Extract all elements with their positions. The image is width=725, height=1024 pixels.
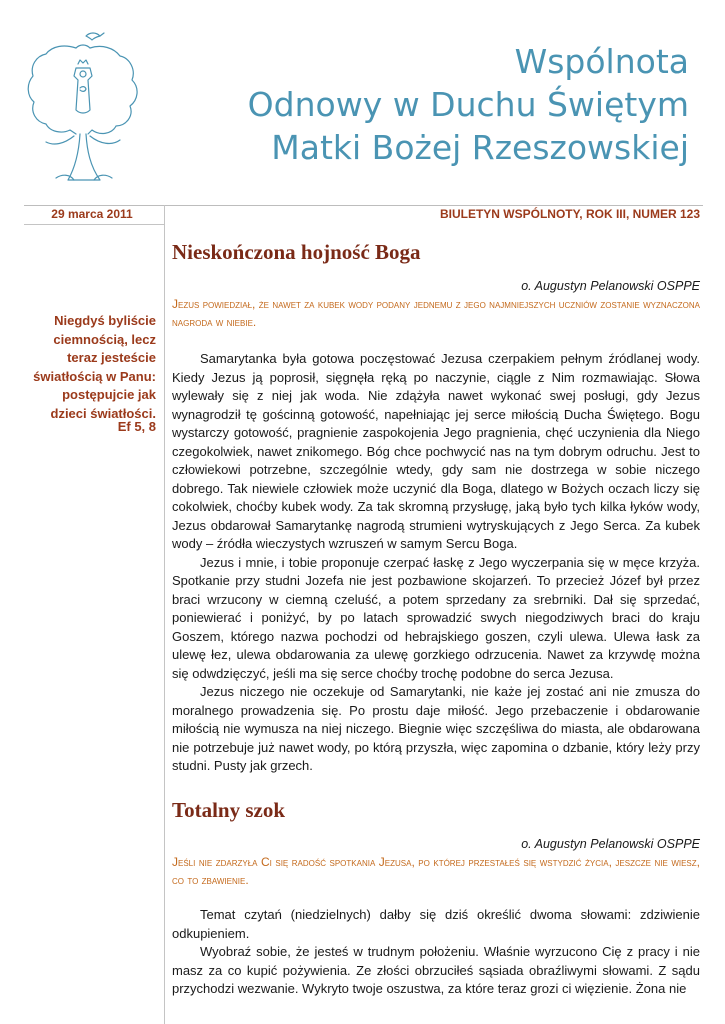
article-lead: Jeśli nie zdarzyła Ci się radość spotkania Jezusa, po której przestałeś się wstydzić życia, jeszcze nie wiesz, co to zbawienie. bbox=[172, 855, 700, 887]
article-author: o. Augustyn Pelanowski OSPPE bbox=[521, 279, 700, 293]
sidebar-divider bbox=[24, 224, 165, 225]
article-paragraph: Jezus i mnie, i tobie proponuje czerpać łaskę z Jego wyczerpania się w męce krzyża. Spotkanie przy studni Jozefa nie jest pozbawione skojarzeń. To przecież Józef był przez braci wrzucony w ciemną czeluść, a potem sprzedany za srebrniki. Dał się sprzedać, poniewierać i poniżyć, by po latach sprowadzić swych niegodziwych braci do kraju Goszem, którego nazwa pochodzi od hebrajskiego goszen, czyli ulewa. Ulewa łask za ulewę łez, ulewa obdarowania za ulewę gorzkiego odrzucenia. Nawet za krzywdę można się odwdzięczyć, jeśli ma się serce choćby trochę podobne do serca Jezusa. bbox=[172, 554, 700, 681]
sidebar-quote-reference: Ef 5, 8 bbox=[117, 419, 156, 434]
article-lead: Jezus powiedział, że nawet za kubek wody podany jednemu z jego najmniejszych uczniów zostanie wyznaczona nagroda w niebie. bbox=[172, 297, 700, 329]
article-1 bbox=[172, 240, 700, 776]
article-2 bbox=[172, 798, 700, 999]
article-title: Totalny szok bbox=[172, 798, 286, 822]
column-divider bbox=[164, 205, 165, 1024]
issue-date: 29 marca 2011 bbox=[51, 207, 133, 221]
article-title: Nieskończona hojność Boga bbox=[172, 240, 421, 264]
article-paragraph: Jezus niczego nie oczekuje od Samarytanki, nie każe jej zostać ani nie zmusza do moralnego prowadzenia się. Po prostu daje miłość. Jego przebaczenie i obdarowanie miłością nie wymusza na niej niczego. Biegnie więc szczęśliwa do miasta, ale obdarowana nie potrzebuje już nawet wody, po którą przyszła, więc zapomina o dzbanie, który leży przy studni. Pusty jak grzech. bbox=[172, 684, 700, 773]
title-line-1: Wspólnota bbox=[514, 42, 689, 81]
article-body bbox=[172, 906, 700, 999]
header-divider bbox=[24, 205, 703, 206]
issue-info: BIULETYN WSPÓLNOTY, ROK III, NUMER 123 bbox=[439, 207, 700, 221]
sidebar-quote: Niegdyś byliście ciemnością, lecz teraz jesteście światłością w Panu: postępujcie jak dzieci światłości. bbox=[33, 313, 156, 421]
title-line-2: Odnowy w Duchu Świętym bbox=[247, 85, 689, 124]
community-logo-icon bbox=[24, 24, 142, 186]
article-paragraph: Wyobraź sobie, że jesteś w trudnym położeniu. Właśnie wyrzucono Cię z pracy i nie masz za co kupić pożywienia. Ze złości obrzuciłeś sąsiada obraźliwymi słowami. Z sądu przychodzi wezwanie. Wykryto twoje oszustwa, za które teraz grozi ci więzienie. Żona nie bbox=[172, 944, 700, 996]
article-author: o. Augustyn Pelanowski OSPPE bbox=[521, 837, 700, 851]
community-title bbox=[248, 40, 689, 169]
article-body bbox=[172, 350, 700, 776]
article-paragraph: Samarytanka była gotowa poczęstować Jezusa czerpakiem pełnym źródlanej wody. Kiedy Jezus ją poprosił, sięgnęła ręką po naczynie, ciągle z Nim rozmawiając. Słowa wylewały się z niej jak woda. Nie zdążyła nawet wykonać swej posługi, gdy Jezus wynagrodził tę gościnną gotowość, napełniając jej serce miłością Ducha Świętego. Bogu wystarczy gotowość, pragnienie zaspokojenia Jego pragnienia, chęć uczynienia dla Niego czegokolwiek, nawet znikomego. Bóg chce pochwycić nas na tym dobrym odruchu. Jest to człowiekowi potrzebne, szczególnie wtedy, gdy sam nie dostrzega w sobie niczego dobrego. Tak niewiele człowiek może uczynić dla Boga, dlatego w Bożych oczach liczy się cokolwiek, choćby kubek wody. Za tak skromną przysługę, jaką było tych kilka łyków wody, Jezus obdarował Samarytankę nagrodą strumieni wytryskujących z Jego Serca. Za kubek wody – źródła wieczystych wzruszeń w samym Sercu Boga. bbox=[172, 351, 700, 551]
title-line-3: Matki Bożej Rzeszowskiej bbox=[271, 128, 689, 167]
article-paragraph: Temat czytań (niedzielnych) dałby się dziś określić dwoma słowami: zdziwienie odkupieniem. bbox=[172, 907, 700, 941]
